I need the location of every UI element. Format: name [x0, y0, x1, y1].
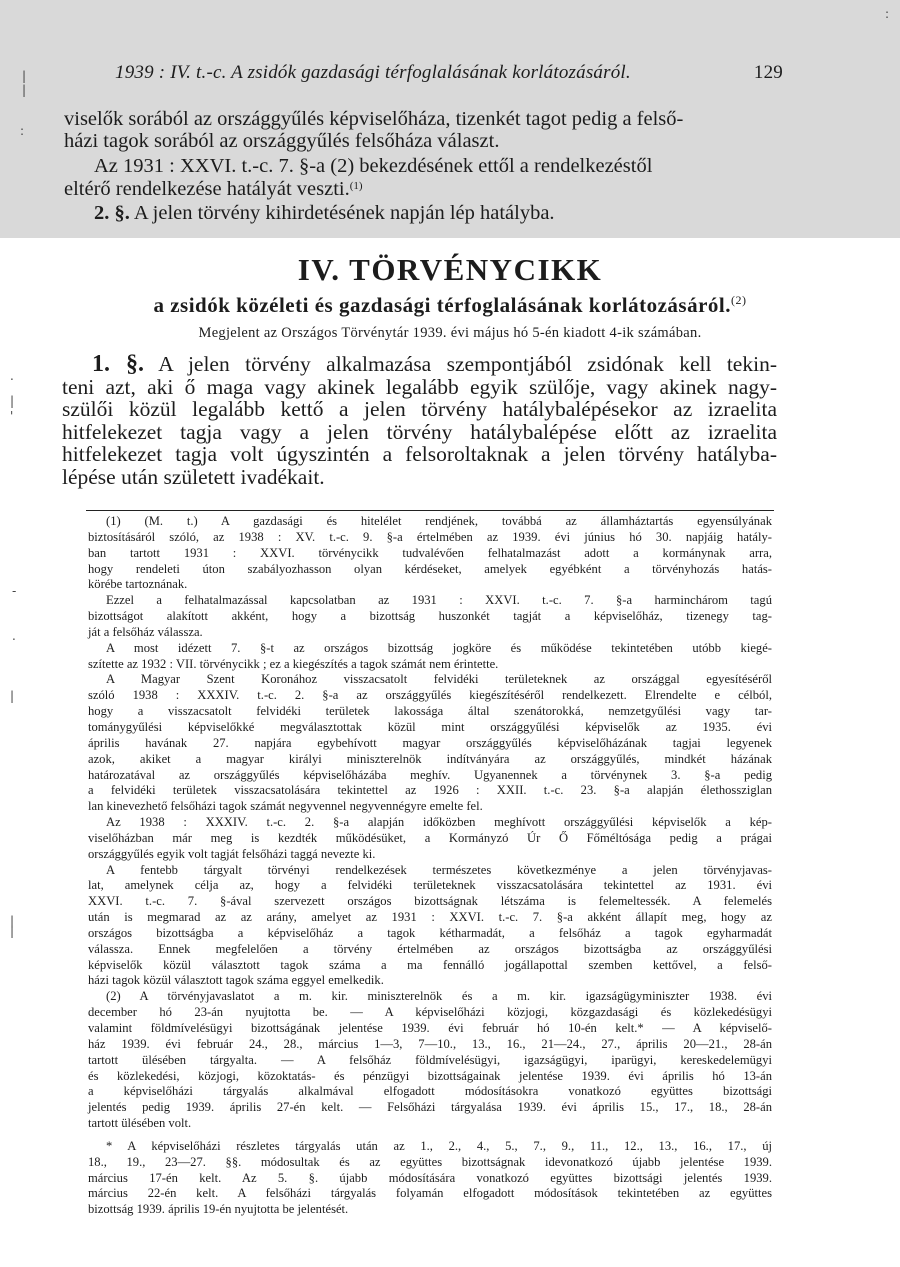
- footnote-line: lan kinevezhető felsőházi tagok számát negyvennel negyvennégyre emelte fel.: [88, 799, 483, 814]
- footnote-line: március 22-én kelt. A felsőházi tárgyalás folyamán elfogadott módosítások tekintetében az együttes: [88, 1186, 772, 1201]
- footnote-divider: [86, 510, 774, 511]
- footnote-line: hogy rendeleti úton szabályozhasson olyan kérdéseket, amelyek egyébként a törvényhozás hatás-: [88, 561, 772, 576]
- footnote-line: XXVI. t.-c. 7. §-ával szervezett országos bizottságnak létszáma is felemeltessék. A felemelés: [88, 894, 772, 909]
- previous-law-line: viselők sorából az országgyűlés képviselőháza, tizenkét tagot pedig a felső-: [64, 108, 684, 130]
- footnote-line: lat, amelynek célja az, hogy a felvidéki területeknek visszacsatolására tekintettel az 1931. évi: [88, 878, 772, 893]
- footnote-ref: (2): [731, 293, 747, 307]
- section-1-line: teni azt, aki ő maga vagy akinek legalább egyik szülője, vagy akinek nagy-: [62, 374, 777, 399]
- footnote-line: Az 1938 : XXXIV. t.-c. 2. §-a alapján időközben meghívott országgyűlési képviselők a kép-: [106, 815, 772, 830]
- footnote-line: hogy a visszacsatolt felvidéki területek lakossága által szenátorokká, nemzetgyűlési vagy tar-: [88, 704, 772, 719]
- footnote-line: határozatával az országgyűlés képviselőházába meghív. Ugyanennek a törvénynek 3. §-a pedig: [88, 767, 772, 782]
- law-subtitle-text: a zsidók közéleti és gazdasági térfoglalásának korlátozásáról.: [153, 293, 732, 317]
- footnote-line: válassza. Ennek megfelelően a törvény értelmében az országos bizottságba az országgyűlési: [88, 941, 772, 956]
- footnote-line: április havának 27. napjára egybehívott magyar országgyűlés képviselőházának tagjai legyenek: [88, 735, 772, 750]
- law-heading: IV. TÖRVÉNYCIKK: [297, 252, 603, 287]
- section-1-line: szülői közül legalább kettő a jelen törvény hatálybalépésekor az izraelita: [62, 397, 777, 421]
- footnote-line: tartott ülésében tárgyalta. — A felsőház földmívelésügyi, igazságügyi, iparügyi, kereskedelemügyi: [88, 1052, 772, 1067]
- footnote-line: A most idézett 7. §-t az országos bizottság jogköre és működése tekintetében utóbb kiegé-: [106, 640, 772, 655]
- previous-law-line: eltérő rendelkezése hatályát veszti.: [64, 178, 350, 200]
- section-1-number: 1. §.: [92, 351, 145, 377]
- footnote-line: A fentebb tárgyalt törvényi rendelkezések természetes következménye a jelen törvényjavas-: [106, 862, 772, 877]
- section-2-number: 2. §.: [94, 202, 130, 224]
- footnote-2: [88, 989, 772, 1132]
- footnote-1: [88, 514, 772, 989]
- footnote-line: bizottságot alakított akként, hogy a bizottság huszonkét tagját a képviselőház, tizenegy tag-: [88, 609, 772, 624]
- section-1: [62, 353, 777, 488]
- footnote-line: Ezzel a felhatalmazással kapcsolatban az 1931 : XXVI. t.-c. 7. §-a harminchárom tagú: [106, 593, 772, 608]
- footnote-line: és közlekedési, közjogi, közoktatás- és pénzügyi bizottságainak jelentése 1939. évi április hó 13-án: [88, 1068, 772, 1083]
- footnote-spacer: [88, 1132, 772, 1139]
- footnote-line: országgyűlés egyik volt tagját felsőházi taggá nevezte ki.: [88, 846, 376, 861]
- section-1-line: lépése után született ivadékait.: [62, 464, 325, 489]
- footnote-line: A Magyar Szent Koronához visszacsatolt felvidéki területeknek az országgal egyesítéséről: [106, 672, 772, 687]
- footnote-line: december hó 23-án nyujtotta be. — A képviselőházi közjogi, közgazdasági és közlekedésügyi: [88, 1005, 772, 1020]
- footnote-line: körébe tartoznának.: [88, 577, 188, 592]
- footnote-line: azok, akiket a magyar királyi miniszterelnök indítványára az országgyűlés, mindkét házának: [88, 751, 772, 766]
- previous-law-line: Az 1931 : XXVI. t.-c. 7. §-a (2) bekezdésének ettől a rendelkezéstől: [94, 155, 653, 177]
- footnote-line: 18., 19., 23—27. §§. módosultak és az együttes bizottságnak idevonatkozó újabb jelentése 1939.: [88, 1154, 772, 1169]
- footnote-line: biztosításáról szóló, az 1938 : XV. t.-c. 9. §-a értelmében az 1939. évi június hó 30. napjáig hatály-: [88, 529, 772, 544]
- footnotes: [88, 514, 772, 1218]
- publication-note: Megjelent az Országos Törvénytár 1939. évi május hó 5-én kiadott 4-ik számában.: [198, 325, 702, 341]
- footnote-line: ban tartott 1931 : XXVI. törvénycikk tudvalévően felhatalmazást adott a kormánynak arra,: [88, 545, 772, 560]
- previous-law-paragraph-end: [64, 178, 363, 200]
- footnote-line: tartott ülésében volt.: [88, 1116, 192, 1131]
- footnote-line: (2) A törvényjavaslatot a m. kir. miniszterelnök és a m. kir. igazságügyminiszter 1938. évi: [106, 989, 772, 1004]
- footnote-line: (1) (M. t.) A gazdasági és hitelélet rendjének, továbbá az államháztartás egyensúlyának: [106, 514, 772, 528]
- footnote-line: március 17-én kelt. Az 5. §. újabb módosítására vonatkozó együttes bizottsági jelentés 1939.: [88, 1170, 772, 1185]
- section-1-line: hitfelekezet tagja vagy a jelen törvény hatálybalépése előtt az izraelita: [62, 419, 777, 444]
- running-head: [115, 62, 783, 84]
- footnote-line: után is megmarad az az arány, amelyet az 1931 : XXVI. t.-c. 7. §-a akként állapít meg, hogy az: [88, 910, 772, 925]
- footnote-line: a felvidéki területek visszacsatolására tekintettel az 1926 : XXII. t.-c. 23. §-a alapján élethossziglan: [88, 783, 772, 798]
- footnote-line: ház 1939. évi február 24., 28., március 1—3, 7—10., 13., 16., 21—24., 27., április 20—21., 28-án: [88, 1036, 772, 1051]
- footnote-star: [88, 1139, 772, 1218]
- footnote-line: szítette az 1932 : VII. törvénycikk ; ez a kiegészítés a tagok számát nem érintette.: [88, 656, 499, 671]
- section-1-line: 1. §. A jelen törvény alkalmazása szempontjából zsidónak kell tekin-: [92, 351, 777, 377]
- law-subtitle: [0, 293, 900, 318]
- section-1-line: hitfelekezet tagja volt úgyszintén a felsoroltaknak a jelen törvény hatályba-: [62, 442, 777, 466]
- footnote-line: * A képviselőházi részletes tárgyalás után az 1., 2., 4., 5., 7., 9., 11., 12., 13., 16., 17., új: [106, 1138, 772, 1153]
- footnote-line: a képviselőházi tárgyalás alkalmával elfogadott módosításokra vonatkozó együttes bizottsági: [88, 1084, 772, 1099]
- footnote-line: házi tagok közül választott tagok száma eggyel emelkedik.: [88, 973, 384, 988]
- footnote-line: szóló 1938 : XXXIV. t.-c. 2. §-a az országgyűlés kiegészítéséről rendelkezett. Elrendelte e célból,: [88, 688, 772, 703]
- footnote-line: bizottság 1939. április 19-én nyujtotta be jelentését.: [88, 1202, 349, 1217]
- page-number: 129: [753, 62, 783, 83]
- footnote-line: tománygyűlési képviselőkké megválasztottak közül mint országgyűlési képviselők az 1935. évi: [88, 719, 772, 734]
- section-2: [94, 202, 555, 224]
- footnote-line: valamint földmívelésügyi bizottságának jelentése 1939. évi február hó 10-én kelt.* — A képviselő-: [88, 1021, 772, 1035]
- footnote-line: viselőházban már meg is kezdték működésüket, a Kormányzó Úr Ő Főméltósága pedig a prágai: [88, 830, 772, 845]
- running-head-title: 1939 : IV. t.-c. A zsidók gazdasági térfoglalásának korlátozásáról.: [115, 62, 631, 83]
- previous-law-line: házi tagok sorából az országgyűlés felsőháza választ.: [64, 130, 500, 152]
- section-2-text: A jelen törvény kihirdetésének napján lép hatályba.: [133, 202, 555, 224]
- footnote-line: országos bizottságba a képviselőház a tagok kétharmadát, a felsőház a tagok egyharmadát: [88, 925, 772, 940]
- footnote-line: jelentés pedig 1939. április 27-én kelt. — Felsőházi tárgyalása 1939. évi április 15., 17., 18., 28-án: [88, 1100, 772, 1115]
- footnote-line: képviselők közül választott tagok száma a ma fennálló jogállapottal szemben kettővel, a felső-: [88, 957, 772, 972]
- footnote-line: ját a felsőház válassza.: [88, 624, 203, 639]
- footnote-ref: (1): [349, 180, 363, 192]
